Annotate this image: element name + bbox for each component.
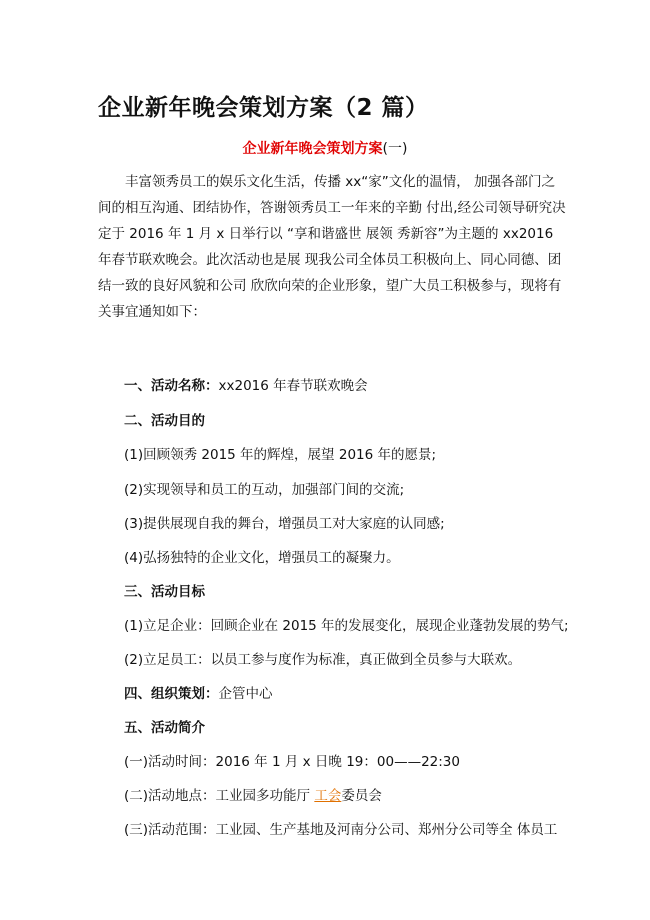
subtitle-suffix: (一)	[382, 141, 408, 157]
activity-place	[124, 787, 382, 805]
document-title: 企业新年晚会策划方案（2 篇）	[98, 95, 429, 121]
activity-time: (一)活动时间：2016 年 1 月 x 日晚 19：00——22:30	[124, 754, 460, 770]
section-4-value: 企管中心	[218, 686, 273, 702]
intro-line: 间的相互沟通、团结协作，答谢领秀员工一年来的辛勤 付出,经公司领导研究决	[98, 200, 566, 216]
section-1-value: xx2016 年春节联欢晚会	[218, 378, 368, 394]
section-1-label: 一、活动名称：	[124, 378, 219, 394]
section-1-activity-name	[124, 377, 368, 395]
intro-line: 结一致的良好风貌和公司 欣欣向荣的企业形象，望广大员工积极参与，现将有	[98, 278, 562, 294]
union-link[interactable]: 工会	[314, 788, 342, 804]
intro-line: 关事宜通知如下：	[98, 304, 206, 320]
intro-paragraph	[98, 169, 566, 325]
intro-line: 定于 2016 年 1 月 x 日举行以 “享和谐盛世 展领 秀新容”为主题的 xx2016	[98, 226, 554, 242]
activity-place-suffix: 委员会	[341, 788, 382, 804]
purpose-item: (1)回顾领秀 2015 年的辉煌，展望 2016 年的愿景;	[124, 447, 437, 463]
section-2-heading: 二、活动目的	[124, 413, 205, 429]
section-4-label: 四、组织策划：	[124, 686, 219, 702]
section-subtitle	[0, 138, 650, 158]
activity-scope: (三)活动范围：工业园、生产基地及河南分公司、郑州分公司等全 体员工	[124, 822, 558, 838]
purpose-item: (3)提供展现自我的舞台，增强员工对大家庭的认同感;	[124, 516, 445, 532]
section-5-heading: 五、活动简介	[124, 720, 205, 736]
activity-place-prefix: (二)活动地点：工业园多功能厅	[124, 788, 315, 804]
intro-line: 年春节联欢晚会。此次活动也是展 现我公司全体员工积极向上、同心同德、团	[98, 252, 562, 268]
goal-item: (1)立足企业：回顾企业在 2015 年的发展变化，展现企业蓬勃发展的势气;	[124, 618, 569, 634]
goal-item: (2)立足员工：以员工参与度作为标准，真正做到全员参与大联欢。	[124, 652, 522, 668]
purpose-item: (2)实现领导和员工的互动，加强部门间的交流;	[124, 482, 405, 498]
section-3-heading: 三、活动目标	[124, 584, 205, 600]
subtitle-red-text: 企业新年晚会策划方案	[242, 141, 383, 157]
section-4-organizer	[124, 685, 273, 703]
purpose-item: (4)弘扬独特的企业文化，增强员工的凝聚力。	[124, 550, 400, 566]
intro-line: 丰富领秀员工的娱乐文化生活，传播 xx“家”文化的温情， 加强各部门之	[125, 174, 556, 190]
